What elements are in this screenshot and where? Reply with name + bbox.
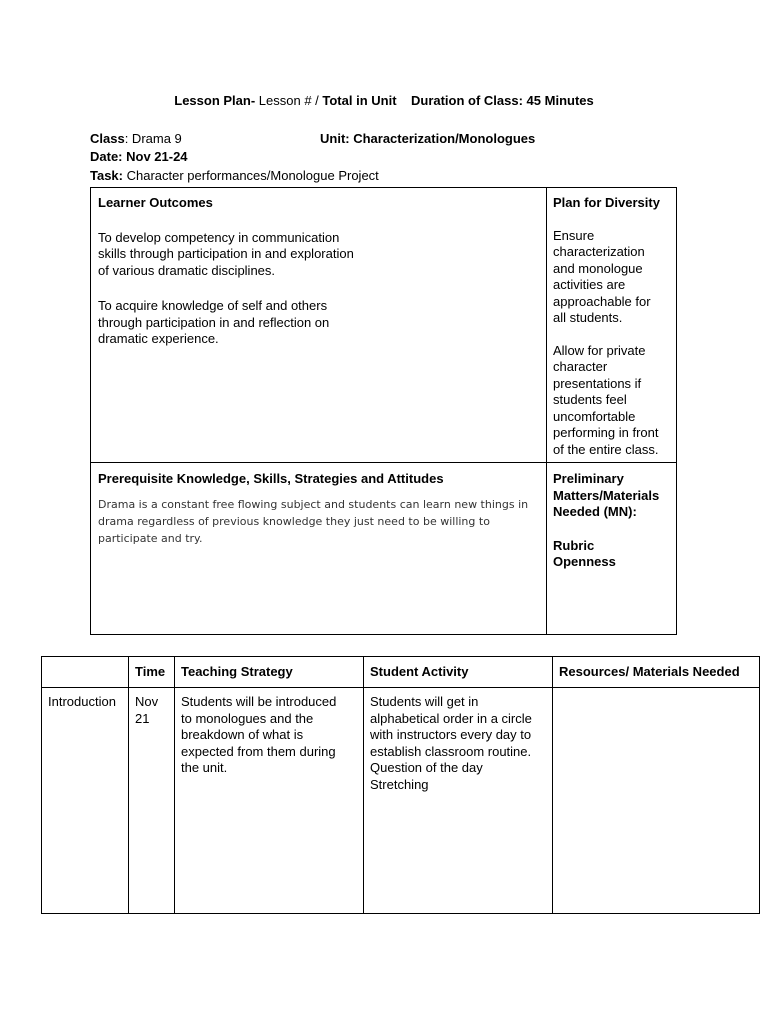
prerequisite-text (98, 496, 528, 547)
diversity-line: approachable for (553, 293, 651, 309)
title-total-in-unit: Total in Unit (322, 93, 397, 108)
strategy-cell (175, 688, 364, 914)
activity-line: Students will get in (370, 694, 479, 709)
column-header-strategy: Teaching Strategy (175, 657, 364, 688)
prerequisite-cell (98, 471, 528, 547)
strategy-line: expected from them during (181, 743, 336, 759)
time-line: Nov (135, 694, 159, 709)
outcome-line: of various dramatic disciplines. (98, 262, 276, 278)
class-line (90, 131, 182, 146)
diversity-line: characterization (553, 244, 645, 259)
activity-line: with instructors every day to (370, 727, 532, 742)
task-line (90, 168, 379, 183)
outcome-line: To develop competency in communication (98, 229, 340, 245)
prerequisite-line: participate and try. (98, 531, 203, 545)
diversity-line: character (553, 359, 608, 374)
diversity-paragraph-2 (553, 343, 660, 459)
column-header-resources: Resources/ Materials Needed (553, 657, 760, 688)
resources-cell (553, 688, 760, 914)
activity-cell (364, 688, 553, 914)
task-label: Task: (90, 168, 123, 183)
time-cell (129, 688, 175, 914)
row-divider (91, 462, 676, 463)
diversity-line: Ensure (553, 227, 595, 243)
diversity-heading: Plan for Diversity (553, 195, 660, 210)
prerequisite-line: Drama is a constant free flowing subject and students can learn new things in (98, 497, 529, 511)
date-line: Date: Nov 21-24 (90, 149, 188, 164)
materials-heading-line: Preliminary (553, 471, 624, 486)
phase-cell: Introduction (42, 688, 129, 914)
column-header (42, 657, 129, 688)
diversity-cell (553, 195, 660, 458)
diversity-line: activities are (553, 277, 626, 292)
task-value: Character performances/Monologue Project (123, 168, 379, 183)
prerequisite-heading: Prerequisite Knowledge, Skills, Strategies and Attitudes (98, 471, 444, 486)
diversity-line: Allow for private (553, 342, 646, 358)
outcome-paragraph-1 (98, 230, 354, 280)
title-label: Lesson Plan- (174, 93, 256, 108)
time-line: 21 (135, 710, 150, 726)
diversity-paragraph-1 (553, 228, 660, 327)
diversity-line: students feel (553, 392, 627, 407)
column-divider (546, 188, 547, 634)
column-header-time: Time (129, 657, 175, 688)
diversity-line: presentations if (553, 375, 642, 391)
title-lesson-number: Lesson # / (255, 93, 323, 108)
materials-item: Openness (553, 554, 616, 569)
materials-heading-line: Matters/Materials (553, 487, 660, 503)
outcomes-box (90, 187, 677, 635)
learner-outcomes-heading: Learner Outcomes (98, 195, 213, 210)
class-value: : Drama 9 (124, 131, 182, 146)
diversity-line: performing in front (553, 425, 659, 440)
strategy-line: Students will be introduced (181, 694, 337, 709)
learner-outcomes-cell (98, 195, 354, 348)
unit-line: Unit: Characterization/Monologues (320, 131, 536, 146)
prerequisite-line: drama regardless of previous knowledge they just need to be willing to (98, 514, 490, 528)
table-row (42, 688, 760, 914)
class-duration: Duration of Class: 45 Minutes (410, 93, 594, 108)
diversity-line: and monologue (553, 260, 643, 276)
outcome-paragraph-2 (98, 298, 354, 348)
activity-line: alphabetical order in a circle (370, 710, 532, 726)
outcome-line: To acquire knowledge of self and others (98, 298, 328, 313)
diversity-line: of the entire class. (553, 441, 659, 457)
materials-item: Rubric (553, 537, 595, 553)
column-header-activity: Student Activity (364, 657, 553, 688)
lesson-plan-title (0, 93, 768, 108)
strategy-line: the unit. (181, 760, 228, 775)
diversity-line: all students. (553, 310, 623, 325)
lesson-schedule-table (41, 656, 760, 914)
outcome-line: through participation in and reflection on (98, 314, 330, 330)
diversity-line: uncomfortable (553, 408, 636, 424)
activity-line: Stretching (370, 776, 429, 792)
activity-line: Question of the day (370, 760, 483, 775)
outcome-line: dramatic experience. (98, 331, 219, 346)
table-header-row (42, 657, 760, 688)
outcome-line: skills through participation in and exploration (98, 246, 354, 261)
strategy-line: breakdown of what is (181, 727, 304, 742)
strategy-line: to monologues and the (181, 710, 314, 726)
materials-heading-line: Needed (MN): (553, 504, 637, 519)
materials-cell (553, 471, 659, 571)
class-label: Class (90, 131, 125, 146)
activity-line: establish classroom routine. (370, 743, 532, 759)
